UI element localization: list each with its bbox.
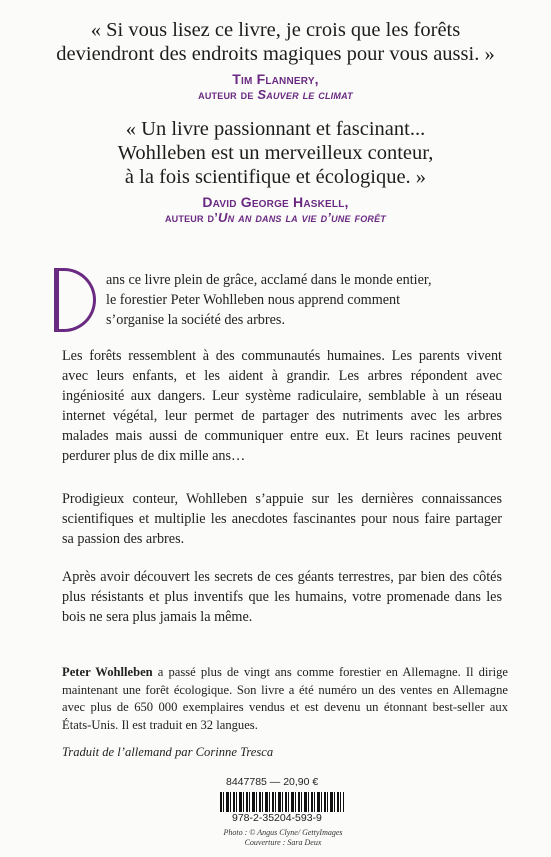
photo-credit: Photo : © Angus Clyne/ GettyImages (223, 828, 343, 837)
lead-line: s’organise la société des arbres. (106, 312, 285, 328)
body-paragraph: Les forêts ressemblent à des communautés humaines. Les parents vivent avec leurs enfants, et les aident à grandir. Les arbres répondent avec ingéniosité aux dangers. Leur système radiculaire, semblable à un réseau internet végétal, leur permet de partager des nutriments avec les arbres malades mais aussi de communiquer entre eux. Et leurs racines peuvent perdurer plus de dix mille ans… (62, 348, 502, 464)
quote-line: Wohlleben est un merveilleux conteur, (117, 142, 434, 164)
barcode-icon (220, 792, 344, 812)
author-name: David George Haskell, (202, 194, 349, 210)
lead-paragraph (106, 270, 506, 330)
translator-credit: Traduit de l’allemand par Corinne Tresca (62, 745, 274, 759)
price-code: 8447785 — 20,90 € (226, 776, 319, 788)
quote-haskell (0, 117, 551, 189)
quote-line: « Si vous lisez ce livre, je crois que les forêts (90, 19, 461, 41)
quote-line: deviendront des endroits magiques pour vous aussi. » (56, 43, 495, 65)
author-name: Tim Flannery, (232, 71, 319, 87)
isbn-number: 978-2-35204-593-9 (232, 812, 322, 824)
cover-credit: Couverture : Sara Deux (244, 837, 322, 847)
author-role: auteur de Sauver le climat (198, 87, 353, 102)
body-paragraph: Après avoir découvert les secrets de ces géants terrestres, par bien des côtés plus résistants et plus inventifs que les humains, votre promenade dans les bois ne sera plus jamais la même. (62, 569, 502, 625)
bio-text: a passé plus de vingt ans comme forestier en Allemagne. Il dirige maintenant une forêt écologique. Son livre a été numéro un des ventes en Allemagne avec plus de 650 000 exemplaires vendus et est devenu un étonnant best-seller aux États-Unis. Il est traduit en 32 langues. (62, 665, 508, 732)
body-paragraph: Prodigieux conteur, Wohlleben s’appuie sur les dernières connaissances scientifiques et multiplie les anecdotes fascinantes pour nous faire partager sa passion des arbres. (62, 491, 502, 547)
image-credits (218, 828, 348, 847)
quote-line: « Un livre passionnant et fascinant... (125, 118, 426, 140)
attribution-flannery (0, 71, 551, 103)
quote-line: à la fois scientifique et écologique. » (124, 166, 427, 188)
attribution-haskell (0, 194, 551, 226)
bio-author-name: Peter Wohlleben (62, 665, 153, 679)
book-title: Un an dans la vie d’une forêt (218, 210, 386, 225)
book-title: Sauver le climat (257, 87, 353, 102)
dropcap-letter (54, 268, 96, 332)
author-role: auteur d’Un an dans la vie d’une forêt (164, 210, 386, 225)
quote-flannery (0, 18, 551, 66)
author-bio (62, 664, 508, 734)
lead-line: le forestier Peter Wohlleben nous apprend comment (106, 292, 401, 308)
lead-line: ans ce livre plein de grâce, acclamé dans le monde entier, (106, 272, 432, 288)
